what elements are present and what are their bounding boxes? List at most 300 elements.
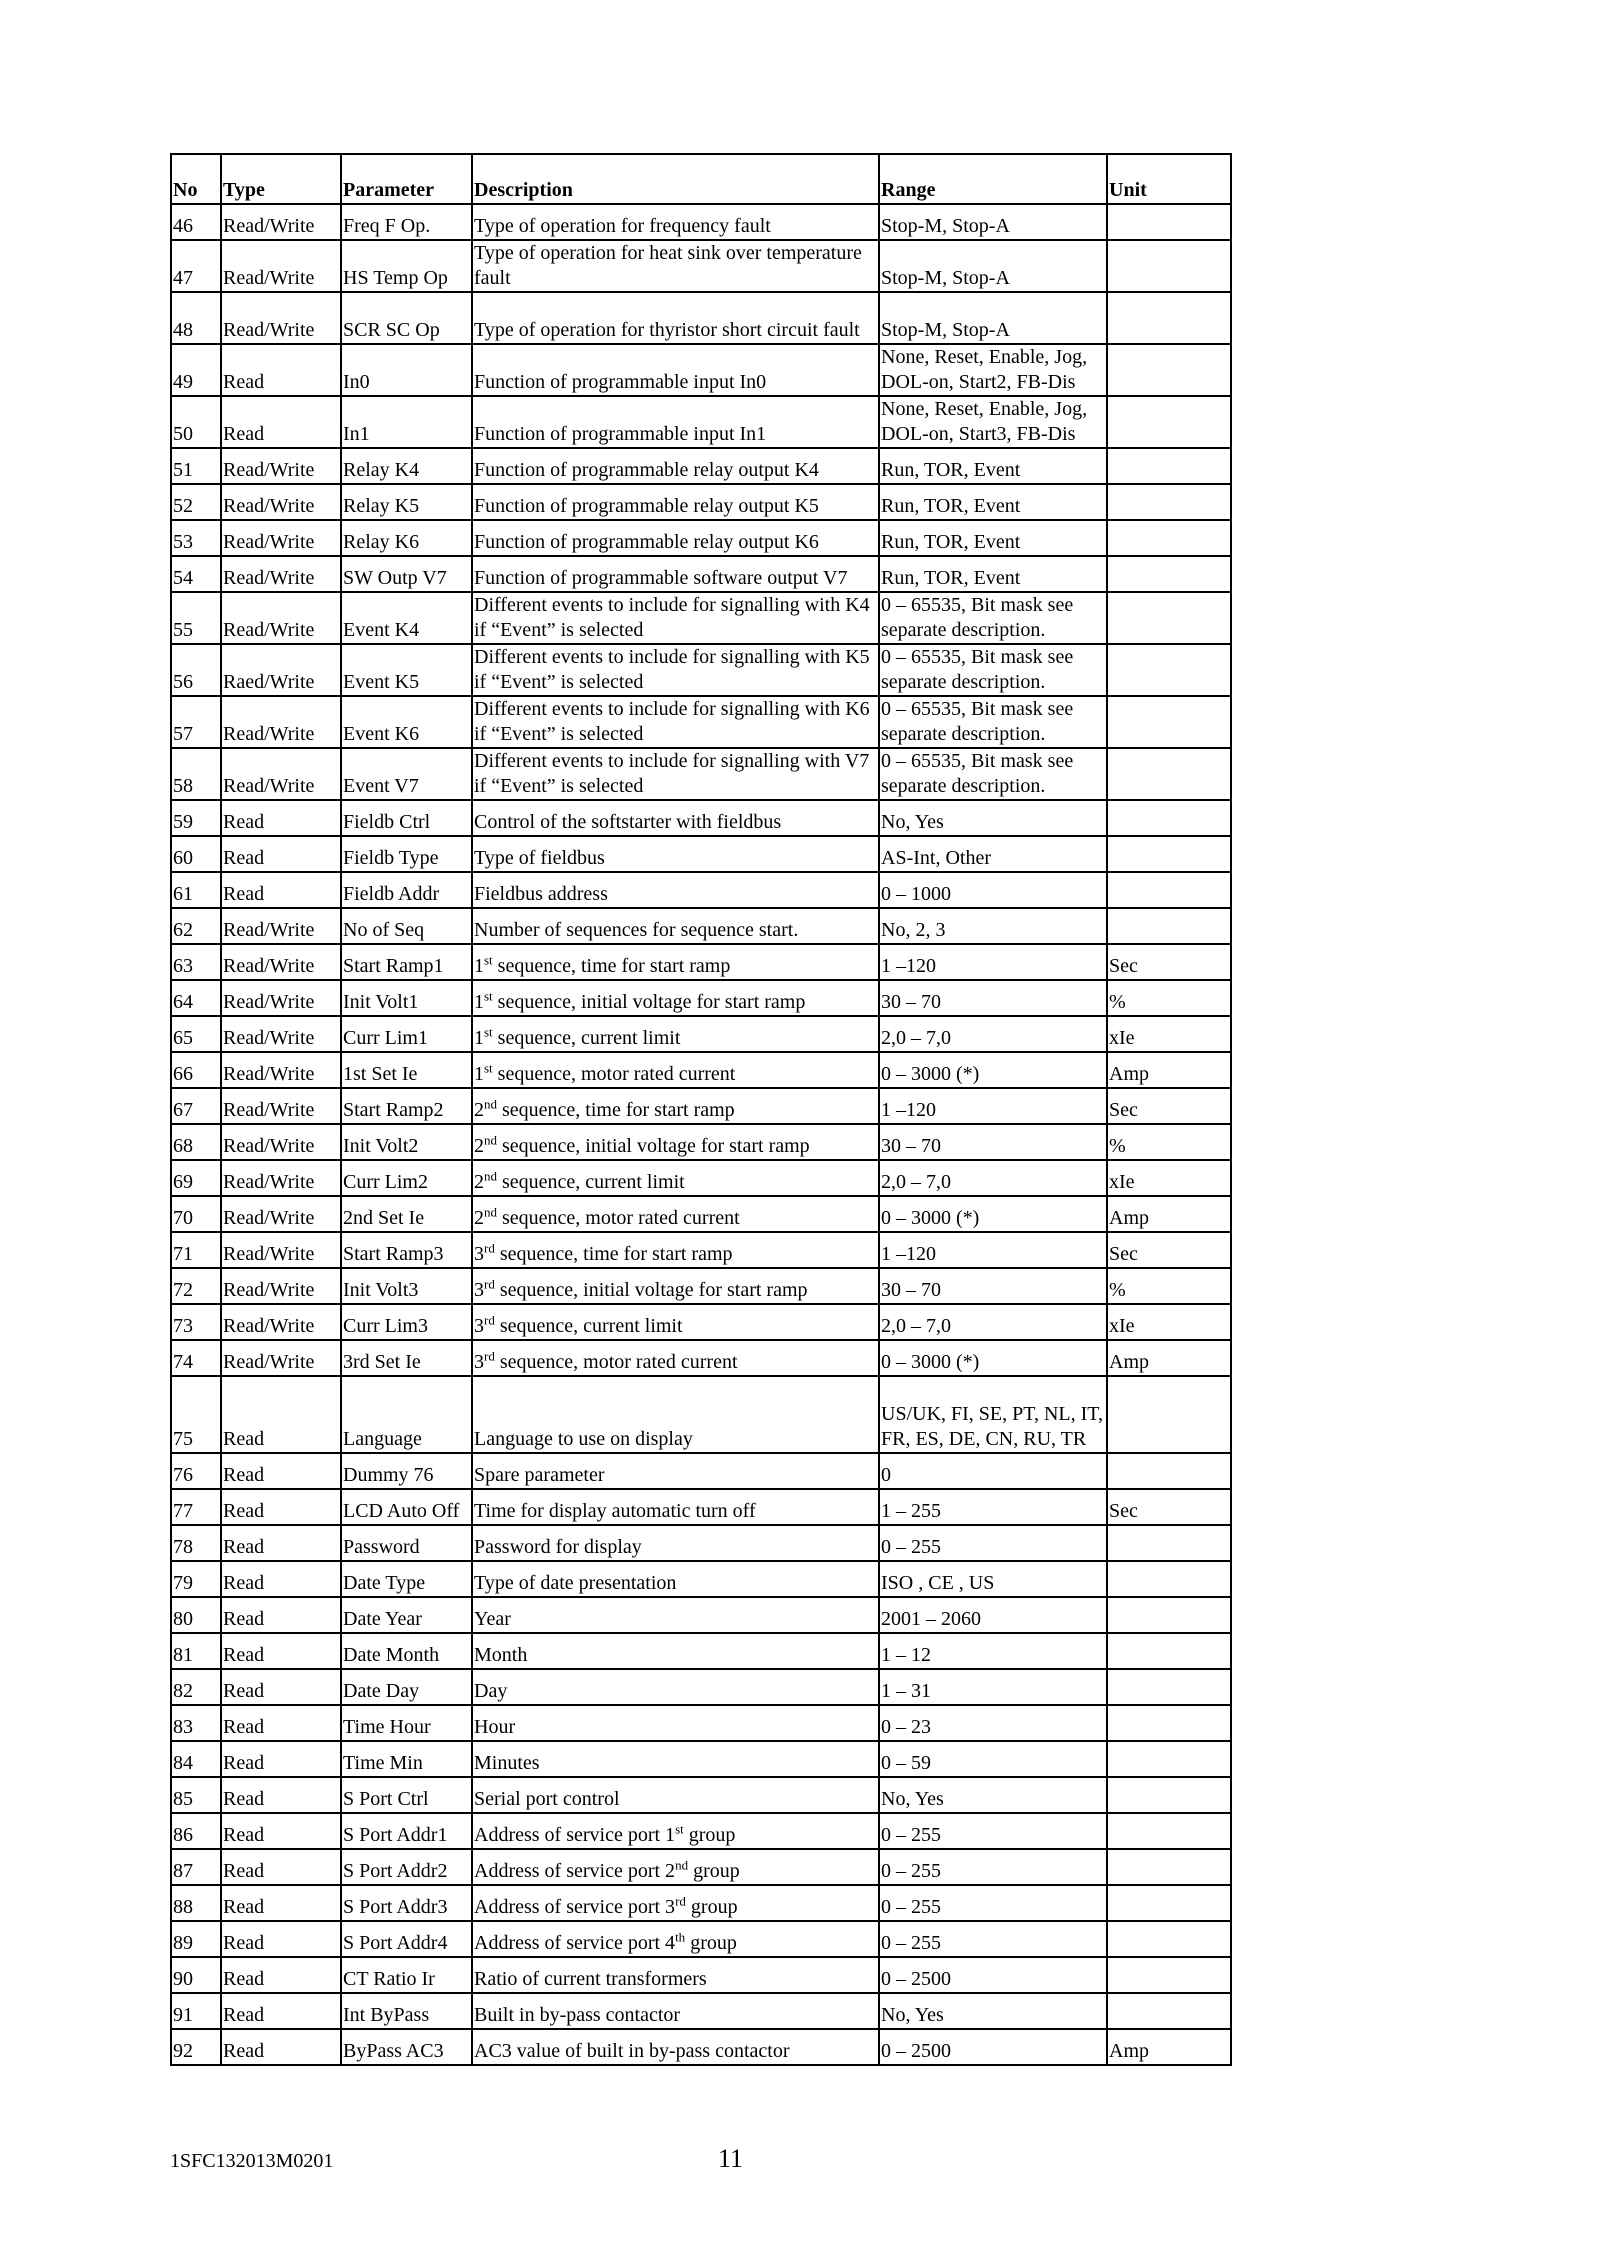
cell-range: 0 – 255 [879, 1921, 1107, 1957]
cell-type: Read/Write [221, 520, 341, 556]
cell-no: 80 [171, 1597, 221, 1633]
table-row [171, 696, 1231, 748]
cell-description: Type of operation for thyristor short circuit fault [472, 292, 879, 344]
cell-unit [1107, 484, 1231, 520]
cell-range: ISO , CE , US [879, 1561, 1107, 1597]
cell-type: Read/Write [221, 204, 341, 240]
cell-unit [1107, 1777, 1231, 1813]
header-unit: Unit [1107, 154, 1231, 204]
table-row [171, 1160, 1231, 1196]
description-prefix: 1 [474, 1027, 484, 1049]
table-row [171, 644, 1231, 696]
description-text: group [685, 1896, 738, 1918]
cell-description [472, 980, 879, 1016]
table-row [171, 872, 1231, 908]
cell-description [472, 1268, 879, 1304]
cell-range: No, Yes [879, 800, 1107, 836]
cell-unit: % [1107, 1268, 1231, 1304]
cell-type: Read [221, 1957, 341, 1993]
ordinal-suffix: st [484, 988, 493, 1004]
cell-parameter: ByPass AC3 [341, 2029, 472, 2065]
cell-range: 0 – 255 [879, 1813, 1107, 1849]
cell-range: 1 – 255 [879, 1489, 1107, 1525]
table-row [171, 1052, 1231, 1088]
description-text: sequence, initial voltage for start ramp [494, 1279, 808, 1301]
cell-description [472, 1016, 879, 1052]
cell-range: AS-Int, Other [879, 836, 1107, 872]
cell-description [472, 1921, 879, 1957]
description-text: group [688, 1860, 740, 1882]
cell-no: 91 [171, 1993, 221, 2029]
ordinal-suffix: rd [484, 1276, 495, 1292]
table-row [171, 240, 1231, 292]
cell-type: Read [221, 1525, 341, 1561]
cell-parameter: Fieldb Ctrl [341, 800, 472, 836]
cell-parameter: Date Year [341, 1597, 472, 1633]
cell-type: Read/Write [221, 292, 341, 344]
table-row [171, 1993, 1231, 2029]
table-row [171, 908, 1231, 944]
cell-no: 52 [171, 484, 221, 520]
cell-no: 64 [171, 980, 221, 1016]
cell-unit [1107, 556, 1231, 592]
cell-parameter: Event K4 [341, 592, 472, 644]
cell-type: Read/Write [221, 1052, 341, 1088]
cell-range: No, Yes [879, 1777, 1107, 1813]
cell-unit: xIe [1107, 1304, 1231, 1340]
cell-unit: Sec [1107, 1232, 1231, 1268]
cell-unit: Sec [1107, 1088, 1231, 1124]
cell-parameter: S Port Addr3 [341, 1885, 472, 1921]
cell-type: Raed/Write [221, 644, 341, 696]
cell-no: 84 [171, 1741, 221, 1777]
cell-range: 2001 – 2060 [879, 1597, 1107, 1633]
cell-no: 86 [171, 1813, 221, 1849]
cell-description: AC3 value of built in by-pass contactor [472, 2029, 879, 2065]
description-prefix: 1 [474, 955, 484, 977]
cell-type: Read [221, 1849, 341, 1885]
cell-parameter: Language [341, 1376, 472, 1453]
cell-description [472, 1196, 879, 1232]
cell-parameter: Init Volt1 [341, 980, 472, 1016]
cell-range: 2,0 – 7,0 [879, 1160, 1107, 1196]
cell-no: 56 [171, 644, 221, 696]
description-text: sequence, time for start ramp [497, 1099, 735, 1121]
cell-range: Run, TOR, Event [879, 448, 1107, 484]
cell-parameter: Relay K6 [341, 520, 472, 556]
cell-no: 68 [171, 1124, 221, 1160]
cell-unit [1107, 1921, 1231, 1957]
cell-type: Read [221, 396, 341, 448]
cell-description [472, 1124, 879, 1160]
cell-no: 77 [171, 1489, 221, 1525]
cell-range: 30 – 70 [879, 980, 1107, 1016]
cell-unit: Amp [1107, 1340, 1231, 1376]
cell-no: 89 [171, 1921, 221, 1957]
description-text: sequence, current limit [494, 1315, 683, 1337]
cell-unit [1107, 644, 1231, 696]
description-text: sequence, initial voltage for start ramp [492, 991, 806, 1013]
cell-no: 88 [171, 1885, 221, 1921]
cell-description [472, 1232, 879, 1268]
cell-description: Minutes [472, 1741, 879, 1777]
cell-unit [1107, 592, 1231, 644]
cell-type: Read [221, 1741, 341, 1777]
cell-unit [1107, 1633, 1231, 1669]
description-prefix: 3 [474, 1315, 484, 1337]
cell-range: 0 – 65535, Bit mask see separate description. [879, 696, 1107, 748]
cell-parameter: Fieldb Type [341, 836, 472, 872]
cell-no: 87 [171, 1849, 221, 1885]
table-header-row [171, 154, 1231, 204]
cell-no: 62 [171, 908, 221, 944]
cell-range: 0 – 65535, Bit mask see separate description. [879, 644, 1107, 696]
cell-unit [1107, 1885, 1231, 1921]
description-text: sequence, motor rated current [492, 1063, 736, 1085]
cell-unit [1107, 1957, 1231, 1993]
cell-type: Read/Write [221, 1124, 341, 1160]
table-row [171, 836, 1231, 872]
cell-description: Function of programmable relay output K4 [472, 448, 879, 484]
cell-parameter: Date Month [341, 1633, 472, 1669]
cell-description: Different events to include for signalling with K4 if “Event” is selected [472, 592, 879, 644]
cell-range: Stop-M, Stop-A [879, 240, 1107, 292]
cell-parameter: Relay K4 [341, 448, 472, 484]
cell-unit [1107, 908, 1231, 944]
cell-description: Function of programmable relay output K5 [472, 484, 879, 520]
table-row [171, 292, 1231, 344]
table-row [171, 204, 1231, 240]
cell-type: Read/Write [221, 1232, 341, 1268]
cell-range: 0 – 59 [879, 1741, 1107, 1777]
cell-unit [1107, 204, 1231, 240]
description-prefix: 2 [474, 1099, 484, 1121]
table-row [171, 1741, 1231, 1777]
description-text: sequence, time for start ramp [492, 955, 731, 977]
table-row [171, 1268, 1231, 1304]
cell-type: Read/Write [221, 1196, 341, 1232]
description-prefix: 2 [474, 1135, 484, 1157]
cell-type: Read [221, 800, 341, 836]
table-row [171, 1705, 1231, 1741]
cell-type: Read/Write [221, 1340, 341, 1376]
cell-parameter: Curr Lim3 [341, 1304, 472, 1340]
cell-type: Read/Write [221, 944, 341, 980]
cell-parameter: Time Hour [341, 1705, 472, 1741]
cell-type: Read [221, 1561, 341, 1597]
cell-description: Ratio of current transformers [472, 1957, 879, 1993]
cell-type: Read/Write [221, 696, 341, 748]
table-body [171, 204, 1231, 2065]
table-row [171, 944, 1231, 980]
description-text: group [685, 1932, 737, 1954]
cell-parameter: Curr Lim2 [341, 1160, 472, 1196]
ordinal-suffix: nd [484, 1168, 497, 1184]
description-prefix: Address of service port 4 [474, 1932, 676, 1954]
table-row [171, 1885, 1231, 1921]
cell-type: Read/Write [221, 908, 341, 944]
ordinal-suffix: rd [484, 1312, 495, 1328]
cell-range: 0 – 65535, Bit mask see separate description. [879, 748, 1107, 800]
cell-unit [1107, 1669, 1231, 1705]
ordinal-suffix: st [484, 1024, 493, 1040]
cell-parameter: Date Type [341, 1561, 472, 1597]
description-text: sequence, motor rated current [497, 1207, 740, 1229]
table-row [171, 520, 1231, 556]
cell-type: Read [221, 1453, 341, 1489]
table-row [171, 1525, 1231, 1561]
cell-parameter: Start Ramp2 [341, 1088, 472, 1124]
table-row [171, 1489, 1231, 1525]
cell-type: Read/Write [221, 1088, 341, 1124]
cell-no: 81 [171, 1633, 221, 1669]
cell-range: 0 – 2500 [879, 2029, 1107, 2065]
cell-no: 72 [171, 1268, 221, 1304]
header-description: Description [472, 154, 879, 204]
cell-no: 50 [171, 396, 221, 448]
cell-unit [1107, 396, 1231, 448]
description-text: sequence, time for start ramp [494, 1243, 733, 1265]
cell-description: Function of programmable input In1 [472, 396, 879, 448]
cell-type: Read [221, 2029, 341, 2065]
cell-description: Different events to include for signalling with K5 if “Event” is selected [472, 644, 879, 696]
cell-parameter: No of Seq [341, 908, 472, 944]
cell-description: Spare parameter [472, 1453, 879, 1489]
cell-no: 79 [171, 1561, 221, 1597]
cell-parameter: Start Ramp1 [341, 944, 472, 980]
cell-range: Run, TOR, Event [879, 520, 1107, 556]
table-row [171, 556, 1231, 592]
cell-no: 54 [171, 556, 221, 592]
ordinal-suffix: th [675, 1929, 686, 1945]
cell-parameter: SW Outp V7 [341, 556, 472, 592]
cell-parameter: Event V7 [341, 748, 472, 800]
cell-unit [1107, 872, 1231, 908]
cell-no: 57 [171, 696, 221, 748]
cell-description: Month [472, 1633, 879, 1669]
cell-unit [1107, 800, 1231, 836]
cell-description: Built in by-pass contactor [472, 1993, 879, 2029]
table-row [171, 1849, 1231, 1885]
cell-type: Read [221, 836, 341, 872]
cell-description [472, 1052, 879, 1088]
cell-description: Control of the softstarter with fieldbus [472, 800, 879, 836]
cell-type: Read [221, 1705, 341, 1741]
cell-type: Read [221, 1633, 341, 1669]
cell-range: 0 – 255 [879, 1525, 1107, 1561]
cell-range: 0 – 255 [879, 1849, 1107, 1885]
description-prefix: 2 [474, 1207, 484, 1229]
cell-range: Run, TOR, Event [879, 556, 1107, 592]
cell-unit: Sec [1107, 944, 1231, 980]
cell-description [472, 1885, 879, 1921]
table-row [171, 1016, 1231, 1052]
cell-range: Stop-M, Stop-A [879, 292, 1107, 344]
table-row [171, 484, 1231, 520]
cell-no: 90 [171, 1957, 221, 1993]
cell-no: 48 [171, 292, 221, 344]
cell-no: 70 [171, 1196, 221, 1232]
cell-range: 0 – 3000 (*) [879, 1196, 1107, 1232]
cell-unit: % [1107, 1124, 1231, 1160]
description-text: sequence, initial voltage for start ramp [497, 1135, 810, 1157]
cell-no: 74 [171, 1340, 221, 1376]
cell-type: Read/Write [221, 484, 341, 520]
cell-unit [1107, 836, 1231, 872]
cell-range: 1 –120 [879, 1088, 1107, 1124]
table-row [171, 2029, 1231, 2065]
cell-range: 1 – 12 [879, 1633, 1107, 1669]
cell-no: 55 [171, 592, 221, 644]
cell-unit [1107, 1597, 1231, 1633]
cell-description: Day [472, 1669, 879, 1705]
ordinal-suffix: st [484, 952, 493, 968]
cell-unit [1107, 1741, 1231, 1777]
cell-unit [1107, 748, 1231, 800]
table-row [171, 1633, 1231, 1669]
cell-description: Function of programmable relay output K6 [472, 520, 879, 556]
cell-no: 60 [171, 836, 221, 872]
cell-parameter: Freq F Op. [341, 204, 472, 240]
cell-parameter: Dummy 76 [341, 1453, 472, 1489]
cell-no: 85 [171, 1777, 221, 1813]
cell-no: 59 [171, 800, 221, 836]
ordinal-suffix: st [675, 1821, 684, 1837]
description-prefix: Address of service port 1 [474, 1824, 676, 1846]
cell-unit [1107, 1453, 1231, 1489]
table-row [171, 1597, 1231, 1633]
cell-description: Function of programmable input In0 [472, 344, 879, 396]
cell-type: Read [221, 1669, 341, 1705]
cell-parameter: HS Temp Op [341, 240, 472, 292]
cell-no: 73 [171, 1304, 221, 1340]
cell-parameter: In1 [341, 396, 472, 448]
cell-range: No, 2, 3 [879, 908, 1107, 944]
cell-range: 1 –120 [879, 1232, 1107, 1268]
table-row [171, 1124, 1231, 1160]
cell-unit: xIe [1107, 1016, 1231, 1052]
table-row [171, 1921, 1231, 1957]
cell-description [472, 944, 879, 980]
cell-unit: xIe [1107, 1160, 1231, 1196]
table-row [171, 1340, 1231, 1376]
cell-type: Read [221, 1813, 341, 1849]
cell-parameter: Password [341, 1525, 472, 1561]
cell-parameter: S Port Addr1 [341, 1813, 472, 1849]
cell-type: Read [221, 1885, 341, 1921]
cell-parameter: Relay K5 [341, 484, 472, 520]
cell-no: 69 [171, 1160, 221, 1196]
header-parameter: Parameter [341, 154, 472, 204]
cell-range: 0 – 2500 [879, 1957, 1107, 1993]
description-prefix: 3 [474, 1279, 484, 1301]
cell-description: Type of fieldbus [472, 836, 879, 872]
cell-range: US/UK, FI, SE, PT, NL, IT, FR, ES, DE, CN, RU, TR [879, 1376, 1107, 1453]
cell-type: Read/Write [221, 1304, 341, 1340]
cell-parameter: Date Day [341, 1669, 472, 1705]
cell-no: 92 [171, 2029, 221, 2065]
cell-no: 65 [171, 1016, 221, 1052]
cell-range: 2,0 – 7,0 [879, 1016, 1107, 1052]
cell-description: Password for display [472, 1525, 879, 1561]
description-text: sequence, current limit [497, 1171, 685, 1193]
cell-no: 46 [171, 204, 221, 240]
cell-unit [1107, 1561, 1231, 1597]
cell-parameter: Start Ramp3 [341, 1232, 472, 1268]
cell-description: Fieldbus address [472, 872, 879, 908]
description-prefix: 3 [474, 1351, 484, 1373]
cell-parameter: Fieldb Addr [341, 872, 472, 908]
cell-unit: Amp [1107, 2029, 1231, 2065]
table-row [171, 1376, 1231, 1453]
cell-type: Read/Write [221, 1160, 341, 1196]
cell-parameter: SCR SC Op [341, 292, 472, 344]
cell-unit [1107, 1376, 1231, 1453]
cell-type: Read/Write [221, 748, 341, 800]
cell-type: Read/Write [221, 980, 341, 1016]
ordinal-suffix: rd [484, 1348, 495, 1364]
cell-type: Read/Write [221, 592, 341, 644]
cell-type: Read/Write [221, 1016, 341, 1052]
cell-no: 78 [171, 1525, 221, 1561]
cell-unit [1107, 1813, 1231, 1849]
cell-range: None, Reset, Enable, Jog, DOL-on, Start2, FB-Dis [879, 344, 1107, 396]
cell-no: 51 [171, 448, 221, 484]
cell-unit [1107, 1705, 1231, 1741]
header-no: No [171, 154, 221, 204]
cell-description [472, 1340, 879, 1376]
cell-no: 71 [171, 1232, 221, 1268]
cell-range: 0 – 255 [879, 1885, 1107, 1921]
cell-range: 0 – 65535, Bit mask see separate description. [879, 592, 1107, 644]
cell-parameter: S Port Addr2 [341, 1849, 472, 1885]
description-prefix: 1 [474, 1063, 484, 1085]
cell-description: Type of operation for heat sink over temperature fault [472, 240, 879, 292]
cell-description [472, 1849, 879, 1885]
cell-parameter: S Port Addr4 [341, 1921, 472, 1957]
description-text: sequence, motor rated current [494, 1351, 738, 1373]
cell-no: 67 [171, 1088, 221, 1124]
cell-no: 83 [171, 1705, 221, 1741]
cell-unit [1107, 1525, 1231, 1561]
cell-description: Different events to include for signalling with K6 if “Event” is selected [472, 696, 879, 748]
cell-type: Read [221, 1489, 341, 1525]
ordinal-suffix: nd [484, 1132, 497, 1148]
ordinal-suffix: nd [484, 1096, 497, 1112]
cell-range: 30 – 70 [879, 1124, 1107, 1160]
table-row [171, 1196, 1231, 1232]
cell-unit: Amp [1107, 1196, 1231, 1232]
ordinal-suffix: rd [675, 1893, 686, 1909]
cell-unit: Amp [1107, 1052, 1231, 1088]
cell-unit [1107, 240, 1231, 292]
cell-type: Read [221, 1921, 341, 1957]
ordinal-suffix: rd [484, 1240, 495, 1256]
table-row [171, 1088, 1231, 1124]
cell-parameter: Time Min [341, 1741, 472, 1777]
table-row [171, 800, 1231, 836]
cell-range: 0 [879, 1453, 1107, 1489]
cell-parameter: In0 [341, 344, 472, 396]
cell-parameter: Event K6 [341, 696, 472, 748]
cell-unit [1107, 696, 1231, 748]
cell-range: 30 – 70 [879, 1268, 1107, 1304]
table-row [171, 344, 1231, 396]
cell-no: 58 [171, 748, 221, 800]
cell-no: 82 [171, 1669, 221, 1705]
table-row [171, 748, 1231, 800]
cell-description: Different events to include for signalling with V7 if “Event” is selected [472, 748, 879, 800]
